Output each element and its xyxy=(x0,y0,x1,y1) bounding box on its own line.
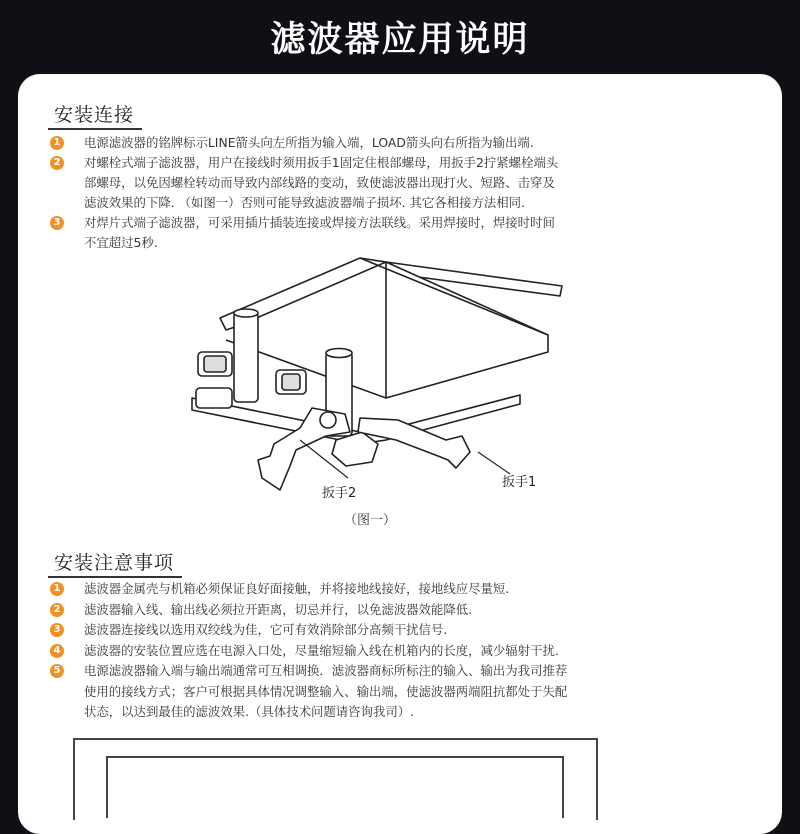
number-badge: 2 xyxy=(50,603,64,617)
item-line: 部螺母，以免因螺栓转动而导致内部线路的变动，致使滤波器出现打火、短路、击穿及 xyxy=(84,175,555,190)
item-line: 电源滤波器的铭牌标示LINE箭头向左所指为输入端，LOAD箭头向右所指为输出端. xyxy=(84,135,534,150)
number-badge: 3 xyxy=(50,623,64,637)
precaution-item-5 xyxy=(50,661,770,723)
number-badge: 4 xyxy=(50,644,64,658)
number-badge: 2 xyxy=(50,156,64,170)
item-line: 滤波器的安装位置应选在电源入口处，尽量缩短输入线在机箱内的长度，减少辐射干扰. xyxy=(84,642,559,658)
item-line: 使用的接线方式；客户可根据具体情况调整输入、输出端，使滤波器两端阻抗都处于失配 xyxy=(84,683,568,699)
installation-item-2 xyxy=(50,153,770,213)
installation-item-3 xyxy=(50,213,770,253)
installation-list xyxy=(50,133,770,253)
wrench-installation-illustration xyxy=(170,250,610,510)
section-installation-title: 安装连接 xyxy=(54,100,134,127)
item-line: 不宜超过5秒. xyxy=(84,235,158,250)
precaution-item-1 xyxy=(50,579,770,600)
item-line: 对螺栓式端子滤波器，用户在接线时须用扳手1固定住根部螺母，用扳手2拧紧螺栓端头 xyxy=(84,155,559,170)
item-line: 滤波器输入线、输出线必须拉开距离，切忌并行，以免滤波器效能降低. xyxy=(84,601,473,617)
installation-item-1 xyxy=(50,133,770,153)
number-badge: 1 xyxy=(50,582,64,596)
precaution-item-2 xyxy=(50,600,770,621)
number-badge: 5 xyxy=(50,664,64,678)
item-line: 对焊片式端子滤波器，可采用插片插装连接或焊接方法联线。采用焊接时，焊接时时间 xyxy=(84,215,555,230)
precaution-item-4 xyxy=(50,641,770,662)
wrench-2-label: 扳手2 xyxy=(322,486,357,501)
item-line: 状态，以达到最佳的滤波效果.（具体技术问题请咨询我司）. xyxy=(84,704,415,719)
figure-caption: （图一） xyxy=(343,513,396,528)
title-banner xyxy=(0,0,800,74)
number-badge: 3 xyxy=(50,216,64,230)
item-line: 滤波效果的下降. （如图一）否则可能导致滤波器端子损坏. 其它各相接方法相同. xyxy=(84,195,525,210)
item-line: 滤波器连接线以选用双绞线为佳，它可有效消除部分高频干扰信号. xyxy=(84,622,448,637)
page-title: 滤波器应用说明 xyxy=(270,20,530,60)
section-precautions-title: 安装注意事项 xyxy=(54,548,174,575)
item-line: 电源滤波器输入端与输出端通常可互相调换．滤波器商标所标注的输入、输出为我司推荐 xyxy=(84,663,568,678)
wrench-1-label: 扳手1 xyxy=(502,475,537,490)
item-line: 滤波器金属壳与机箱必须保证良好面接触，并将接地线接好，接地线应尽量短. xyxy=(84,581,510,596)
bottom-diagram-inner-frame xyxy=(106,756,564,818)
precautions-list xyxy=(50,579,770,723)
number-badge: 1 xyxy=(50,136,64,150)
precaution-item-3 xyxy=(50,620,770,641)
